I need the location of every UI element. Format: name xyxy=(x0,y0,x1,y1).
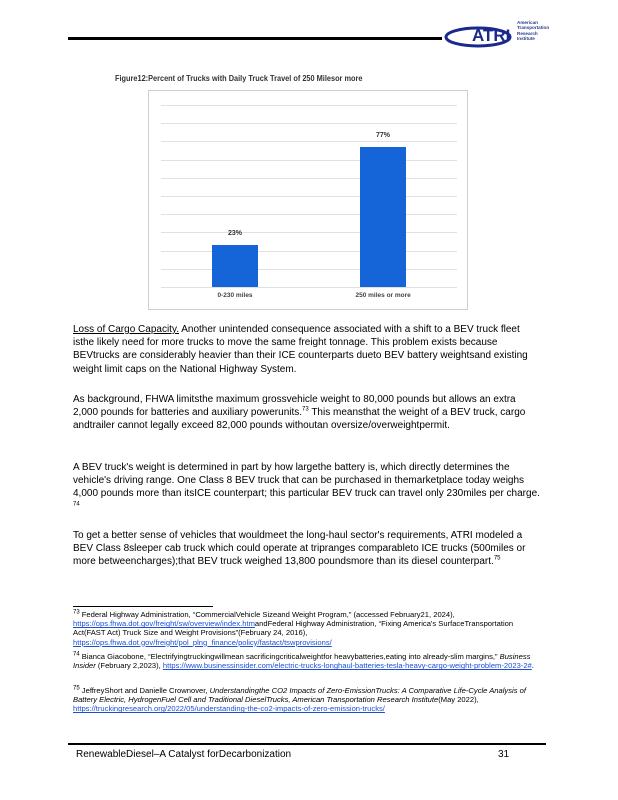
paragraph-cargo-capacity: Loss of Cargo Capacity. Another unintended consequence associated with a shift to a BEV truck fleet isthe likely need for more trucks to move the same freight tonnage. This problem exists because BEVtrucks are considerably heavier than their ICE counterparts dueto BEV battery weightsand existing weight limit caps on the National Highway System. xyxy=(73,324,528,375)
gridline xyxy=(161,251,457,252)
footnote-ref-73: 73 xyxy=(302,406,309,413)
bar-1 xyxy=(212,245,258,287)
gridline xyxy=(161,214,457,215)
figure-title: Figure12:Percent of Trucks with Daily Truck Travel of 250 Milesor more xyxy=(115,74,363,83)
bar-value-label: 77% xyxy=(375,131,390,139)
gridline xyxy=(161,105,457,106)
logo-subtitle: American Transportation Research Institute xyxy=(517,20,550,42)
footer-rule xyxy=(68,743,546,745)
paragraph-heading: Loss of Cargo Capacity. xyxy=(73,324,179,335)
footnote-74: $^{74}$ Bianca Giacobone, “Electrifyingtruckingwillmean sacrificingcriticalweightfor heavybatteries,eating into already-slim margins,” Business Insider (February 2,2023), https://www.businessinsider.com/electric-trucks-longhaul-batteries-tesla-heavy-cargo-weight-problem-2023-2#. xyxy=(73,651,534,671)
gridline xyxy=(161,178,457,179)
footnote-75: $^{75}$ JeffreyShort and Danielle Crownover, Understandingthe CO2 Impacts of Zero-EmissionTrucks: A Comparative Life-Cycle Analysis of Battery Electric, HydrogenFuel Cell and Traditional DieselTrucks, American Transportation Research Institute(May 2022), https://truckingresearch.org/2022/05/understanding-the-co2-impacts-of-zero-emission-trucks/ xyxy=(73,685,526,714)
logo-text: ATRI xyxy=(472,26,511,45)
paragraph-atri-model: To get a better sense of vehicles that wouldmeet the long-haul sector's requirements, ATRI modeled a BEV Class 8sleeper cab truck which could operate at tripranges comparableto ICE trucks (500miles or more betweencharges);that BEV truck weighed 13,800 poundsmore than its diesel counterpart.$^{75}$ xyxy=(73,530,526,568)
footnote-ref-75: 75 xyxy=(493,556,501,563)
gridline xyxy=(161,123,457,124)
footnote-link[interactable]: https://truckingresearch.org/2022/05/understanding-the-co2-impacts-of-zero-emission-trucks/ xyxy=(73,704,385,714)
footer-title: RenewableDiesel–A Catalyst forDecarbonization xyxy=(76,749,292,760)
footnote-ref-74: 74 xyxy=(73,501,80,508)
bar-value-label: 23% xyxy=(227,230,242,238)
page-number: 31 xyxy=(498,749,510,760)
gridline xyxy=(161,160,457,161)
gridline xyxy=(161,287,457,288)
footnote-link[interactable]: https://ops.fhwa.dot.gov/freight/sw/overview/index.htm xyxy=(73,619,255,629)
gridline xyxy=(161,196,457,197)
gridline xyxy=(161,141,457,142)
footnote-link[interactable]: https://ops.fhwa.dot.gov/freight/pol_plng_finance/policy/fastact/tswprovisions/ xyxy=(73,637,332,647)
category-label: 250 miles or more xyxy=(355,292,411,299)
paragraph-fhwa-limits: As background, FHWA limitsthe maximum grossvehicle weight to 80,000 pounds but allows an extra 2,000 pounds for batteries and auxiliary powerunits.$^{73}$ This meansthat the weight of a BEV truck, cargo andtrailer cannot legally exceed 82,000 pounds withoutan oversize/overweightpermit. xyxy=(73,394,526,432)
footnote-link[interactable]: https://www.businessinsider.com/electric-trucks-longhaul-batteries-tesla-heavy-cargo-weight-problem-2023-2# xyxy=(162,661,532,671)
header-rule xyxy=(68,37,442,40)
footnote-rule xyxy=(73,606,213,607)
bar-2 xyxy=(360,147,406,287)
paragraph-battery-weight: A BEV truck's weight is determined in part by how largethe battery is, which directly determines the vehicle's driving range. One Class 8 BEV truck that can be purchased in themarketplace today weighs 4,000 pounds more than itsICE counterpart; this particular BEV truck can travel only 230miles per charge. $^{74}$ xyxy=(73,462,540,508)
category-label: 0-230 miles xyxy=(217,292,253,299)
gridline xyxy=(161,232,457,233)
bar-chart xyxy=(148,90,468,310)
gridline xyxy=(161,269,457,270)
footnote-73: $^{73}$ Federal Highway Administration, “CommercialVehicle Sizeand Weight Program,” (accessed February21, 2024), https://ops.fhwa.dot.gov/freight/sw/overview/index.htmandFederal Highway Administration, “Fixing America's SurfaceTransportation Act(FAST Act) Truck Size and Weight Provisions”(February 24, 2016), https://ops.fhwa.dot.gov/freight/pol_plng_finance/policy/fastact/tswprovisions/ xyxy=(73,609,514,647)
